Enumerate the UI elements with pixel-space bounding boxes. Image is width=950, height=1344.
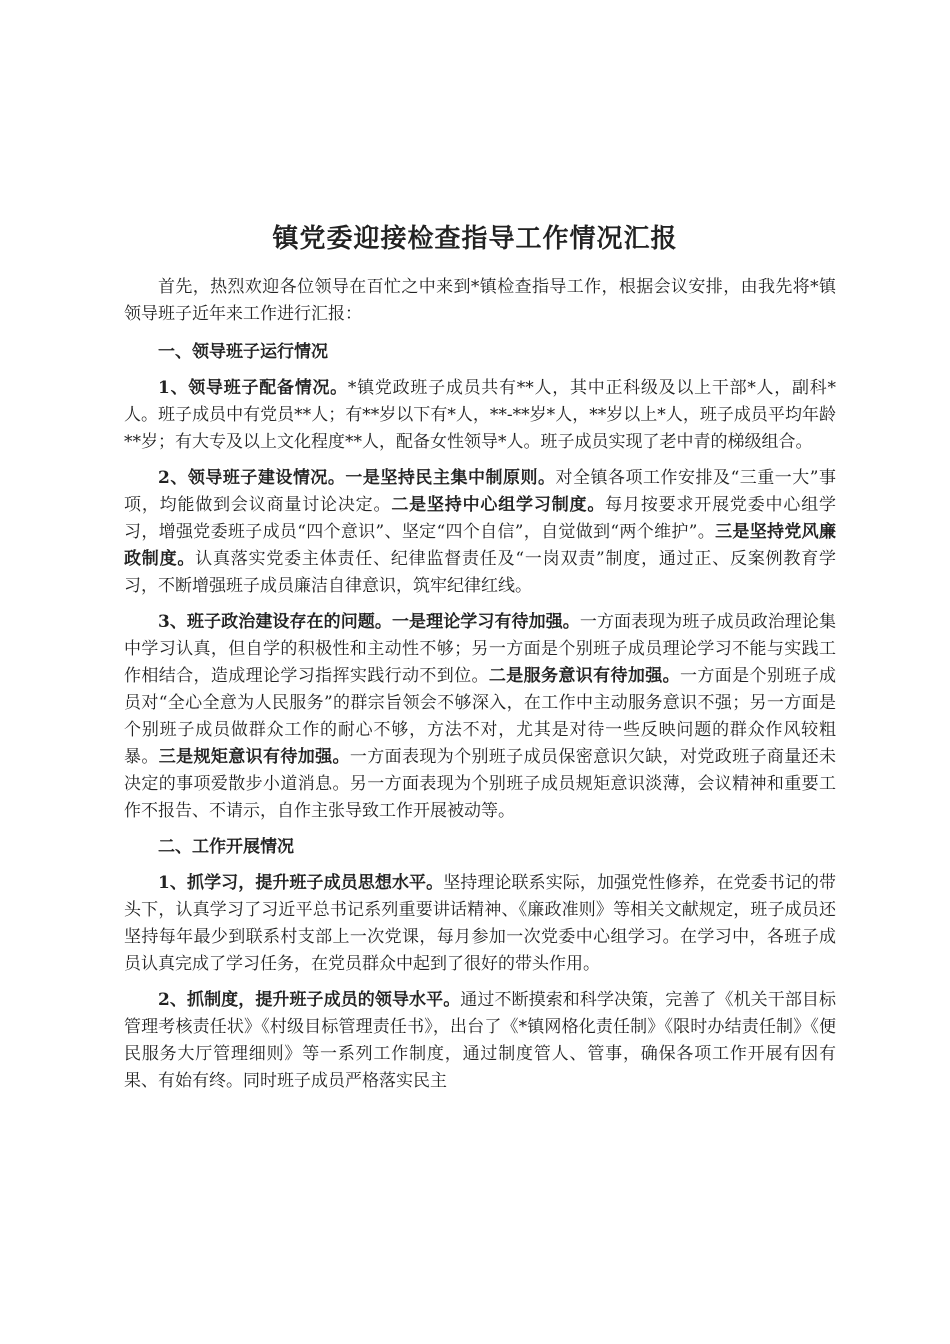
section-2-heading: 二、工作开展情况 [158,837,294,857]
point-text-2: 每月按要求开展党委中心组学习，增强党委班子成员“四个意识”、坚定“四个自信”，自觉做到“两个维护”。 [124,495,837,542]
paragraph-lead: 1、抓学习，提升班子成员思想水平。 [158,873,444,893]
bold-point-3: 三是坚持党风廉政制度。 [124,522,836,569]
point-text-3: 一方面表现为个别班子成员保密意识欠缺，对党政班子商量还未决定的事项爱散步小道消息。另一方面表现为个别班子成员规矩意识淡薄，会议精神和重要工作不报告、不请示，自作主张导致工作开展被动等。 [124,747,836,821]
point-text-1: 一方面表现为班子成员政治理论集中学习认真，但自学的积极性和主动性不够；另一方面是个别班子成员理论学习不能与实践工作相结合，造成理论学习指挥实践行动不到位。 [124,612,837,686]
bold-point-1: 一是理论学习有待加强。 [391,612,580,632]
paragraph-lead: 3、班子政治建设存在的问题。 [158,612,392,632]
point-text-3: 认真落实党委主体责任、纪律监督责任及“一岗双责”制度，通过正、反案例教育学习，不断增强班子成员廉洁自律意识，筑牢纪律红线。 [124,549,837,596]
paragraph-text: 坚持理论联系实际，加强党性修养，在党委书记的带头下，认真学习了习近平总书记系列重要讲话精神、《廉政准则》等相关文献规定，班子成员还坚持每年最少到联系村支部上一次党课，每月参加一次党委中心组学习。在学习中，各班子成员认真完成了学习任务，在党员群众中起到了很好的带头作用。 [124,873,837,974]
intro-paragraph: 首先，热烈欢迎各位领导在百忙之中来到*镇检查指导工作，根据会议安排，由我先将*镇领导班子近年来工作进行汇报： [124,277,836,324]
point-text-1: 对全镇各项工作安排及“三重一大”事项，均能做到会议商量讨论决定。 [124,468,836,515]
paragraph-lead: 1、领导班子配备情况。 [158,378,348,398]
section-1-paragraph-2 [124,465,836,600]
bold-point-3: 三是规矩意识有待加强。 [158,747,350,767]
paragraph-lead: 2、抓制度，提升班子成员的领导水平。 [158,990,461,1010]
section-1-heading: 一、领导班子运行情况 [158,342,328,362]
section-1-paragraph-1 [124,375,836,456]
point-text-2: 一方面是个别班子成员对“全心全意为人民服务”的群宗旨领会不够深入，在工作中主动服务意识不强；另一方面是个别班子成员做群众工作的耐心不够，方法不对，尤其是对待一些反映问题的群众作风较粗暴。 [124,666,836,767]
section-2-paragraph-1 [124,870,836,978]
section-2-paragraph-2 [124,987,836,1095]
bold-point-2: 二是服务意识有待加强。 [488,666,680,686]
document-body [124,274,836,1104]
bold-point-2: 二是坚持中心组学习制度。 [391,495,606,515]
paragraph-lead: 2、领导班子建设情况。 [158,468,346,488]
paragraph-text: 通过不断摸索和科学决策，完善了《机关干部目标管理考核责任状》《村级目标管理责任书》，出台了《*镇网格化责任制》《限时办结责任制》《便民服务大厅管理细则》等一系列工作制度，通过制度管人、管事，确保各项工作开展有因有果、有始有终。同时班子成员严格落实民主 [124,990,837,1091]
document-title: 镇党委迎接检查指导工作情况汇报 [272,224,678,254]
paragraph-text: *镇党政班子成员共有**人，其中正科级及以上干部*人，副科*人。班子成员中有党员**人；有**岁以下有*人，**-**岁*人，**岁以上*人，班子成员平均年龄**岁；有大专及以上文化程度**人，配备女性领导*人。班子成员实现了老中青的梯级组合。 [124,378,836,452]
section-1-paragraph-3 [124,609,836,825]
bold-point-1: 一是坚持民主集中制原则。 [345,468,556,488]
